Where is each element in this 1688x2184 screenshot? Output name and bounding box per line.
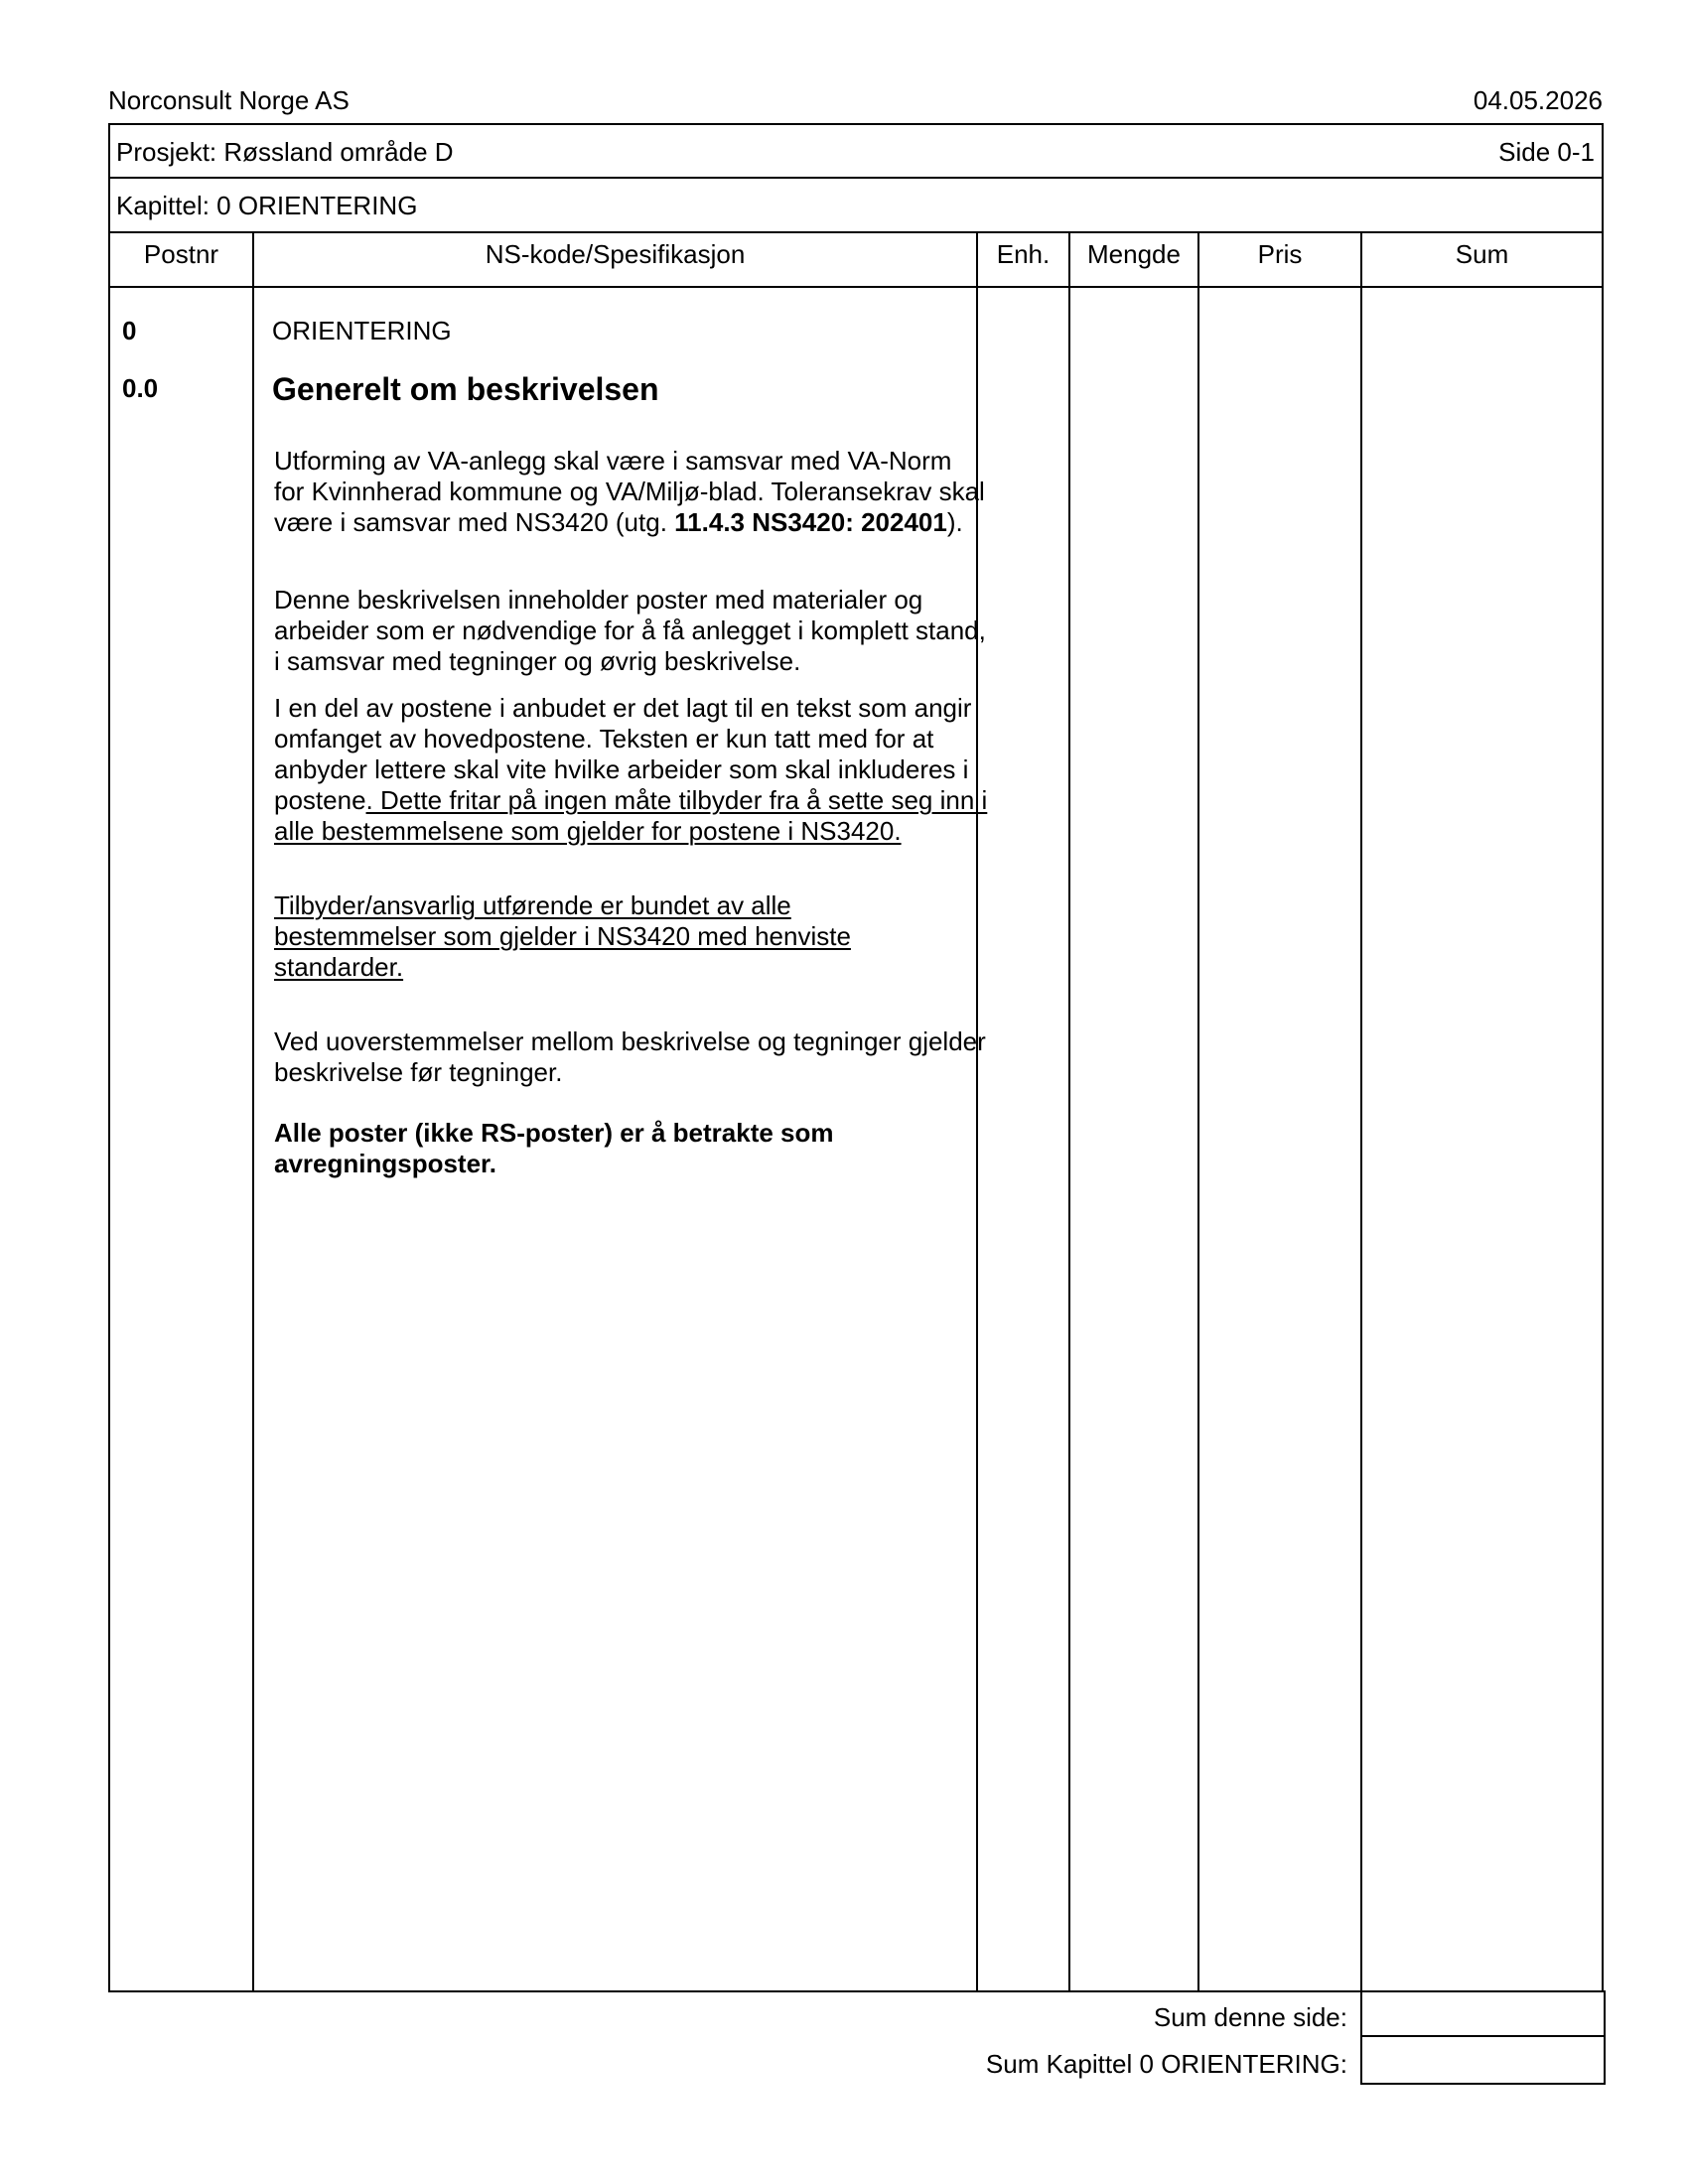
sum-page-value: [1360, 1990, 1606, 2037]
column-header-quantity: Mengde: [1087, 239, 1181, 269]
chapter-heading-orientering: ORIENTERING: [272, 316, 452, 345]
column-header-unit: Enh.: [996, 239, 1051, 269]
post-number-0-0: 0.0: [122, 373, 159, 403]
paragraph-binding-text: Tilbyder/ansvarlig utførende er bundet av alle bestemmelser som gjelder i NS3420 med henviste standarder.: [274, 890, 851, 982]
column-divider-quantity: [1197, 231, 1199, 1991]
paragraph-item-texts: [274, 693, 989, 847]
frame-right-border: [1602, 123, 1604, 1991]
paragraph-binding: [274, 890, 890, 983]
paragraph-item-texts-plain: I en del av postene i anbudet er det lagt til en tekst som angir omfanget av hovedpostene. Teksten er kun tatt med for at anbyder lettere skal vite hvilke arbeider som skal inkluderes i postene: [274, 693, 972, 815]
sum-chapter-value: [1360, 2035, 1606, 2085]
company-name: Norconsult Norge AS: [108, 85, 350, 115]
column-divider-postnr: [252, 231, 254, 1991]
frame-top-border: [108, 123, 1604, 125]
paragraph-settlement: [274, 1118, 949, 1179]
column-header-spec: NS-kode/Spesifikasjon: [485, 239, 746, 269]
paragraph-standards-text: Utforming av VA-anlegg skal være i samsvar med VA-Norm for Kvinnherad kommune og VA/Miljø-blad. Toleransekrav skal være i samsvar med NS3420 (utg.: [274, 446, 985, 537]
column-header-price: Pris: [1257, 239, 1303, 269]
chapter-row-divider: [108, 231, 1604, 233]
document-date: 04.05.2026: [1473, 85, 1603, 115]
column-divider-price: [1360, 231, 1362, 1991]
column-divider-unit: [1068, 231, 1070, 1991]
paragraph-scope: [274, 585, 989, 677]
paragraph-item-texts-underlined: . Dette fritar på ingen måte tilbyder fra å sette seg inn i alle bestemmelsene som gjelder for postene i NS3420.: [274, 785, 988, 846]
sum-chapter-label: Sum Kapittel 0 ORIENTERING:: [985, 2049, 1347, 2079]
column-header-sum: Sum: [1455, 239, 1509, 269]
paragraph-settlement-text: Alle poster (ikke RS-poster) er å betrakte som avregningsposter.: [274, 1118, 834, 1178]
column-header-divider: [108, 286, 1604, 288]
paragraph-discrepancies-text: Ved uoverstemmelser mellom beskrivelse og tegninger gjelder beskrivelse før tegninger.: [274, 1026, 986, 1087]
post-number-0: 0: [122, 316, 137, 345]
ns3420-reference: 11.4.3 NS3420: 202401: [674, 507, 947, 537]
project-title: Prosjekt: Røssland område D: [116, 137, 454, 167]
paragraph-scope-text: Denne beskrivelsen inneholder poster med materialer og arbeider som er nødvendige for å få anlegget i komplett stand, i samsvar med tegninger og øvrig beskrivelse.: [274, 585, 986, 676]
column-header-postnr: Postnr: [143, 239, 219, 269]
section-heading: Generelt om beskrivelsen: [272, 371, 659, 407]
sum-page-label: Sum denne side:: [1153, 2002, 1347, 2032]
chapter-title: Kapittel: 0 ORIENTERING: [116, 191, 418, 220]
paragraph-discrepancies: [274, 1026, 989, 1088]
page-number: Side 0-1: [1498, 137, 1595, 167]
project-row-divider: [108, 177, 1604, 179]
paragraph-standards-end: ).: [946, 507, 963, 537]
frame-left-border: [108, 123, 110, 1991]
paragraph-standards: [274, 446, 989, 538]
